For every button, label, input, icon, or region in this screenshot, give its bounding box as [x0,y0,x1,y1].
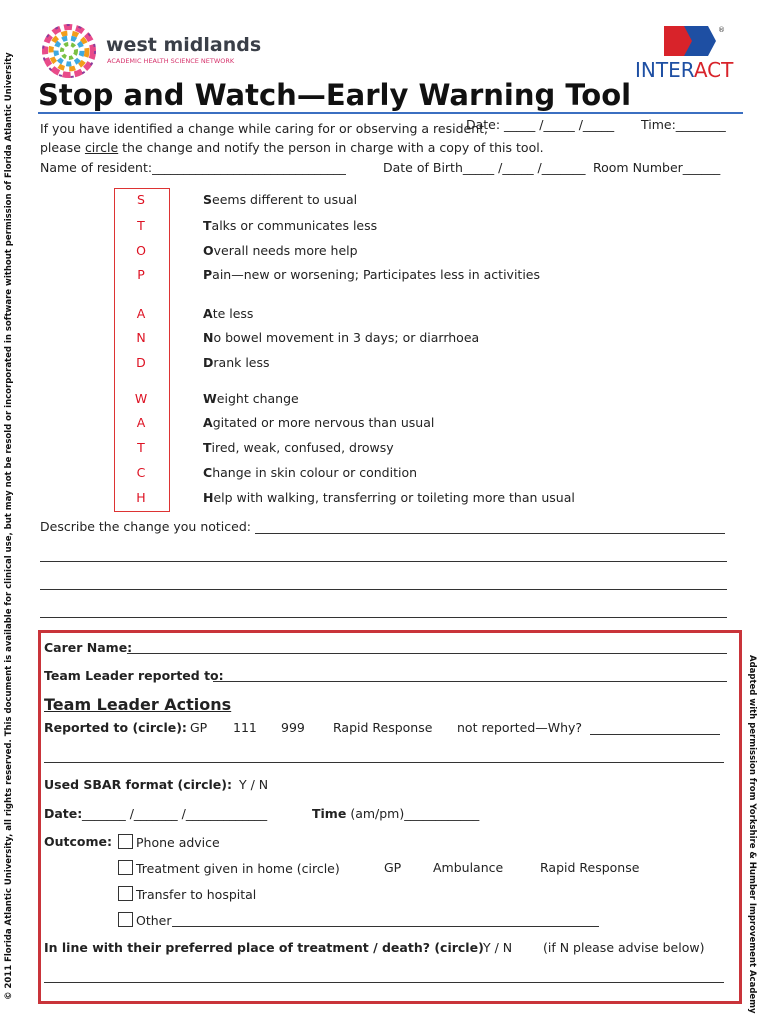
acronym-box [114,188,170,512]
checklist-item[interactable] [203,306,253,321]
checklist-item[interactable] [203,330,479,345]
checklist-item[interactable] [203,355,270,370]
checklist-item-initial: O [203,243,214,258]
west-midlands-logo [36,20,262,82]
checklist-item[interactable] [203,415,434,430]
interact-wordmark-act: ACT [693,58,734,82]
preferred-place-label: In line with their preferred place of treatment / death? (circle) [44,940,484,955]
other-line[interactable] [172,926,599,927]
checklist-item[interactable] [203,391,299,406]
intro-line-2 [40,140,544,155]
preferred-place-options[interactable]: Y / N [483,940,513,955]
reported-to-111[interactable]: 111 [233,720,257,735]
outcome-transfer[interactable] [118,886,256,902]
acronym-letter: A [136,306,146,321]
checklist-item-text: eight change [216,391,299,406]
checklist-item-text: rank less [213,355,270,370]
phone-advice-checkbox[interactable] [118,834,133,849]
checklist-item[interactable] [203,192,357,207]
transfer-checkbox[interactable] [118,886,133,901]
checklist-item[interactable] [203,218,377,233]
treatment-rapid-response[interactable]: Rapid Response [540,860,640,875]
checklist-item-text: eems different to usual [212,192,358,207]
intro-rest: the change and notify the person in charge with a copy of this tool. [118,140,544,155]
checklist-item[interactable] [203,440,394,455]
intro-line-1: If you have identified a change while caring for or observing a resident, [40,121,488,136]
checklist-item-initial: N [203,330,214,345]
outcome-label: Outcome: [44,834,112,849]
checklist-item-text: verall needs more help [213,243,358,258]
acronym-letter: S [137,192,145,207]
west-midlands-sub: ACADEMIC HEALTH SCIENCE NETWORK [107,57,235,65]
acronym-letter: A [136,415,146,430]
checklist-item-initial: C [203,465,213,480]
reported-to-line-2[interactable] [44,762,724,763]
treatment-label: Treatment given in home (circle) [136,861,340,876]
intro-circle: circle [84,140,119,155]
carer-name-label: Carer Name: [44,640,133,655]
time-field[interactable]: Time:________ [641,117,726,132]
outcome-treatment[interactable] [118,860,340,876]
preferred-place-note: (if N please advise below) [543,940,705,955]
action-time-value: (am/pm)____________ [350,806,480,821]
checklist-item-initial: H [203,490,214,505]
describe-line-3[interactable] [40,589,727,590]
acronym-letter: C [136,465,146,480]
reported-to-rapid-response[interactable]: Rapid Response [333,720,433,735]
acronym-letter: T [137,218,145,233]
carer-name-line[interactable] [127,653,727,654]
treatment-checkbox[interactable] [118,860,133,875]
checklist-item[interactable] [203,465,417,480]
interact-trademark: ® [718,26,725,34]
outcome-other[interactable] [118,912,172,928]
date-of-birth-field[interactable]: Date of Birth_____ /_____ /_______ [383,160,586,175]
acronym-letter: P [137,267,145,282]
checklist-item-text: alks or communicates less [211,218,378,233]
checklist-item-initial: A [203,415,213,430]
checklist-item-text: ired, weak, confused, drowsy [211,440,394,455]
action-date-field[interactable]: _______ /_______ /_____________ [82,806,268,821]
checklist-item-initial: T [203,440,212,455]
other-checkbox[interactable] [118,912,133,927]
describe-line-1[interactable] [255,533,725,534]
west-midlands-name: west midlands [106,34,262,56]
page-title: Stop and Watch—Early Warning Tool [38,78,632,112]
reported-to-label: Reported to (circle): [44,720,187,735]
action-time-field[interactable] [312,806,479,821]
intro-please: please [40,140,85,155]
action-date-label: Date: [44,806,83,821]
reported-to-gp[interactable]: GP [190,720,208,735]
interact-wordmark-inter: INTER [635,58,694,82]
describe-line-2[interactable] [40,561,727,562]
checklist-item[interactable] [203,267,540,282]
interact-logo [632,24,742,84]
checklist-item-text: elp with walking, transferring or toileting more than usual [213,490,575,505]
reported-to-not-reported[interactable]: not reported—Why? [457,720,583,735]
acronym-letter: D [136,355,146,370]
checklist-item-text: hange in skin colour or condition [212,465,418,480]
ahsn-wheel-icon [36,20,102,82]
resident-name-field[interactable]: Name of resident:_______________________________ [40,160,346,175]
checklist-item[interactable] [203,243,358,258]
action-time-label: Time [312,806,347,821]
checklist-item-initial: A [203,306,213,321]
sbar-label: Used SBAR format (circle): [44,777,232,792]
interact-wordmark [635,58,733,82]
checklist-item-initial: W [203,391,217,406]
checklist-item-initial: D [203,355,214,370]
acronym-letter: W [134,391,148,406]
describe-line-4[interactable] [40,617,727,618]
treatment-gp[interactable]: GP [384,860,402,875]
reported-to-999[interactable]: 999 [281,720,305,735]
adapted-side-text: Adapted with permission from Yorkshire & Humber Improvement Academy [747,655,757,1014]
checklist-item-initial: T [203,218,212,233]
checklist-item-initial: S [203,192,213,207]
acronym-letter: H [136,490,146,505]
preferred-place-line[interactable] [44,982,724,983]
checklist-item-initial: P [203,267,213,282]
describe-change-label: Describe the change you noticed: [40,519,251,534]
checklist-item[interactable] [203,490,575,505]
checklist-item-text: gitated or more nervous than usual [212,415,435,430]
team-leader-label: Team Leader reported to: [44,668,224,683]
transfer-label: Transfer to hospital [136,887,257,902]
team-leader-actions-heading: Team Leader Actions [44,695,232,714]
date-field[interactable]: Date: _____ /_____ /_____ [466,117,615,132]
acronym-letter: N [136,330,146,345]
checklist-item-text: o bowel movement in 3 days; or diarrhoea [213,330,480,345]
team-leader-line[interactable] [213,681,727,682]
copyright-side-text: © 2011 Florida Atlantic University, all rights reserved. This document is available for clinical use, but may not be resold or incorporated in software without permission of Florida Atlantic University [4,52,14,1000]
phone-advice-label: Phone advice [136,835,220,850]
room-number-field[interactable]: Room Number______ [593,160,721,175]
checklist-item-text: te less [212,306,254,321]
why-line[interactable] [590,734,720,735]
sbar-options[interactable]: Y / N [239,777,269,792]
treatment-ambulance[interactable]: Ambulance [433,860,504,875]
outcome-phone-advice[interactable] [118,834,220,850]
title-rule [38,112,743,114]
acronym-letter: O [136,243,146,258]
interact-arrows-icon [662,24,718,58]
checklist-item-text: ain—new or worsening; Participates less in activities [212,267,540,282]
acronym-letter: T [137,440,145,455]
other-label: Other [136,913,172,928]
